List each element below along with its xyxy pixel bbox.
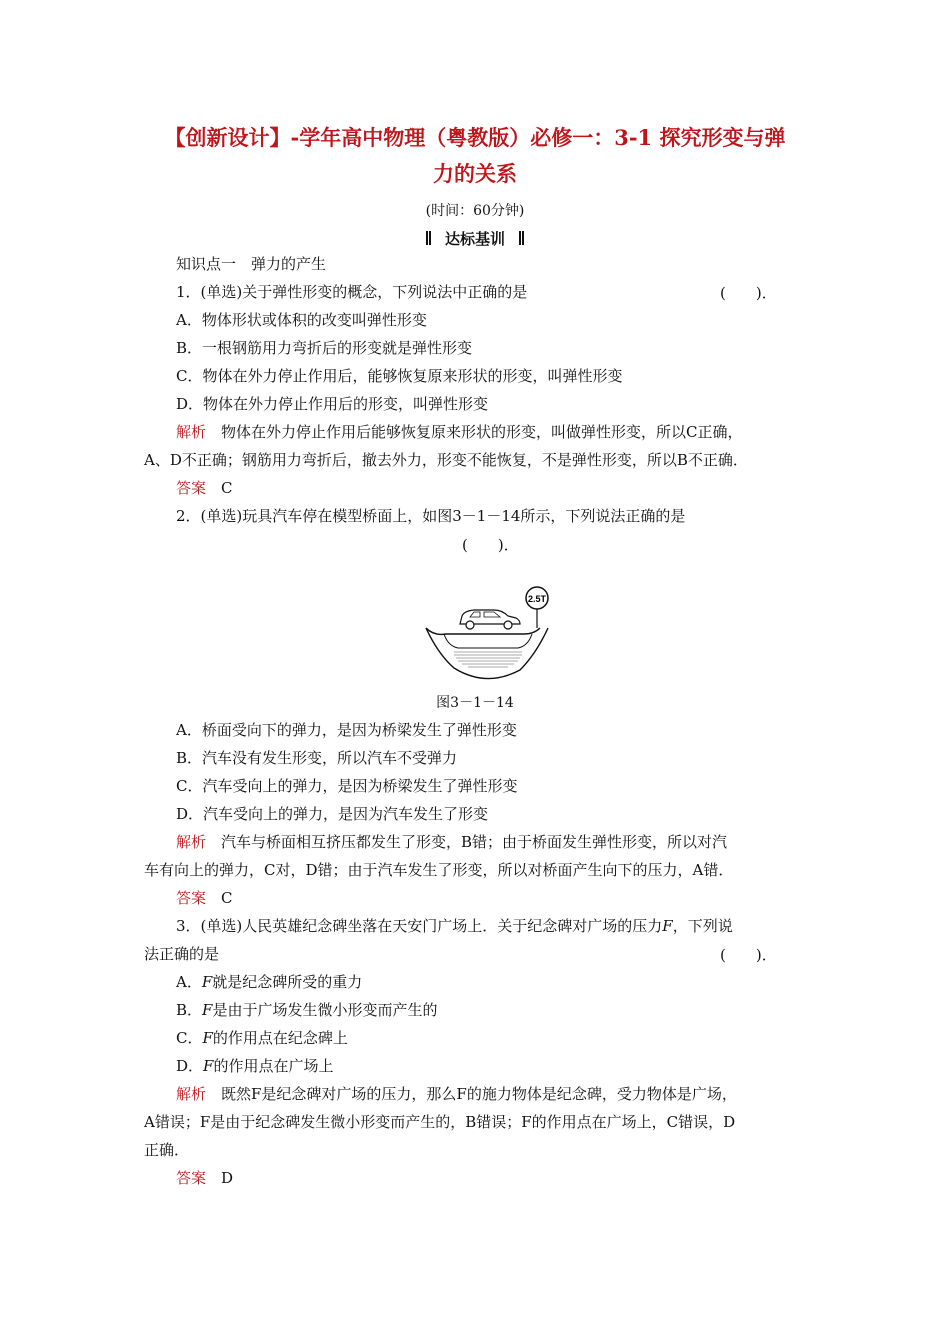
q2-analysis-line1 — [176, 832, 727, 852]
q1-analysis-line1 — [176, 422, 743, 442]
analysis-text: 物体在外力停止作用后能够恢复原来形状的形变，叫做弹性形变，所以C正确， — [206, 423, 743, 441]
section-label: 达标基训 — [444, 230, 505, 248]
q1-option-c: C．物体在外力停止作用后，能够恢复原来形状的形变，叫弹性形变 — [176, 367, 623, 385]
answer-value: C — [206, 479, 233, 497]
q1-option-b: B．一根钢筋用力弯折后的形变就是弹性形变 — [176, 339, 473, 357]
q1-option-d: D．物体在外力停止作用后的形变，叫弹性形变 — [176, 395, 489, 413]
time-note: (时间：60分钟) — [425, 203, 525, 219]
analysis-text: 汽车与桥面相互挤压都发生了形变，B错；由于桥面发生弹性形变，所以对汽 — [206, 833, 728, 851]
analysis-label: 解析 — [176, 833, 207, 851]
analysis-label: 解析 — [176, 1085, 207, 1103]
q3-stem-line1 — [176, 916, 733, 936]
q2-answer-blank: ( )． — [462, 536, 519, 554]
answer-value: C — [206, 889, 233, 907]
q2-stem: 2．(单选)玩具汽车停在模型桥面上，如图3－1－14所示，下列说法正确的是 — [176, 507, 686, 525]
section-bar-left — [426, 231, 431, 245]
q2-option-b: B．汽车没有发生形变，所以汽车不受弹力 — [176, 749, 458, 767]
bridge-car-figure — [424, 584, 554, 684]
q1-stem: 1．(单选)关于弹性形变的概念，下列说法中正确的是 — [176, 283, 528, 301]
section-heading — [0, 228, 950, 249]
section-bar-right — [519, 231, 524, 245]
answer-label: 答案 — [176, 889, 207, 907]
q1-option-a: A．物体形状或体积的改变叫弹性形变 — [176, 311, 427, 329]
answer-label: 答案 — [176, 1169, 207, 1187]
analysis-text: 既然F是纪念碑对广场的压力，那么F的施力物体是纪念碑，受力物体是广场， — [206, 1085, 737, 1103]
car-icon — [460, 610, 520, 629]
analysis-label: 解析 — [176, 423, 207, 441]
q3-option-a: A．F就是纪念碑所受的重力 — [176, 973, 363, 991]
q2-option-a: A．桥面受向下的弹力，是因为桥梁发生了弹性形变 — [176, 721, 517, 739]
q2-option-d: D．汽车受向上的弹力，是因为汽车发生了形变 — [176, 805, 489, 823]
q3-analysis-line3: 正确． — [144, 1141, 190, 1159]
answer-value: D — [206, 1169, 234, 1187]
load-sign-text: 2.5T — [527, 594, 547, 604]
q3-answer — [176, 1168, 233, 1188]
q2-analysis-line2: 车有向上的弹力，C对，D错；由于汽车发生了形变，所以对桥面产生向下的压力，A错． — [144, 861, 734, 879]
q3-option-b: B．F是由于广场发生微小形变而产生的 — [176, 1001, 438, 1019]
topic-heading: 知识点一 弹力的产生 — [176, 255, 327, 273]
q3-analysis-line1 — [176, 1084, 737, 1104]
q3-stem-text: 3．(单选)人民英雄纪念碑坐落在天安门广场上．关于纪念碑对广场的压力 — [176, 917, 663, 935]
q3-analysis-line2: A错误；F是由于纪念碑发生微小形变而产生的，B错误；F的作用点在广场上，C错误，D — [144, 1113, 736, 1131]
q1-answer-blank: ( )． — [720, 284, 777, 302]
q1-answer — [176, 478, 233, 498]
q2-answer — [176, 888, 233, 908]
q3-stem-text-end: ，下列说 — [672, 917, 733, 935]
q3-option-c: C．F的作用点在纪念碑上 — [176, 1029, 348, 1047]
force-symbol: F — [662, 917, 673, 935]
document-title-line2: 力的关系 — [433, 161, 517, 186]
q3-stem-line2: 法正确的是 — [144, 945, 220, 963]
q3-answer-blank: ( )． — [720, 946, 777, 964]
q3-option-d: D．F的作用点在广场上 — [176, 1057, 334, 1075]
answer-label: 答案 — [176, 479, 207, 497]
document-title-line1: 【创新设计】-学年高中物理（粤教版）必修一：3-1 探究形变与弹 — [164, 125, 786, 150]
q1-analysis-line2: A、D不正确；钢筋用力弯折后，撤去外力，形变不能恢复，不是弹性形变，所以B不正确． — [144, 451, 748, 469]
figure-caption: 图3－1－14 — [436, 695, 514, 711]
q2-option-c: C．汽车受向上的弹力，是因为桥梁发生了弹性形变 — [176, 777, 518, 795]
